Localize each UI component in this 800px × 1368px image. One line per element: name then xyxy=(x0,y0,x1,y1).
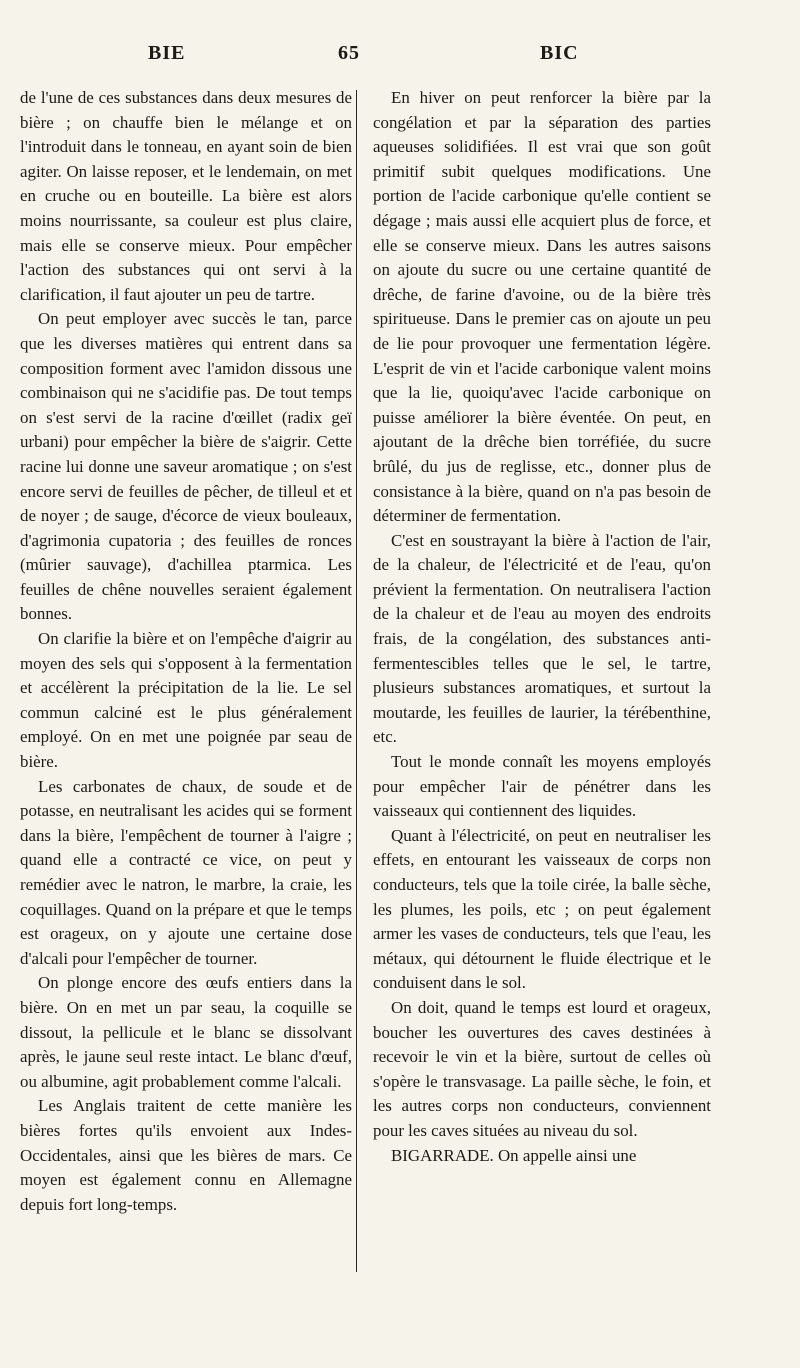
right-paragraph-2: C'est en soustrayant la bière à l'action de l'air, de la chaleur, de l'électricité et de l'eau, qu'on prévient la fermentation. On neutralisera l'action de la chaleur et de l'eau au moyen des endroits frais, de la congélation, des substances anti-fermentescibles telles que le sel, le tartre, plusieurs substances aromatiques, et surtout la moutarde, les feuilles de laurier, la térébenthine, etc. xyxy=(373,530,711,747)
left-paragraph-4: Les carbonates de chaux, de soude et de potasse, en neutralisant les acides qui se forment dans la bière, l'empêchent de tourner à l'aigre ; quand elle a contracté ce vice, on peut y remédier avec le natron, le marbre, la craie, les coquillages. Quand on la prépare et que le temps est orageux, on y ajoute une certaine dose d'alcali pour l'empêcher de tourner. xyxy=(20,776,352,968)
right-paragraph-1: En hiver on peut renforcer la bière par la congélation et par la séparation des parties aqueuses solidifiées. Il est vrai que son goût primitif subit quelques modifications. Une portion de l'acide carbonique qu'elle contient se dégage ; mais aussi elle acquiert plus de force, et elle se conserve mieux. Dans les autres saisons on ajoute du sucre ou une certaine quantité de drêche, de farine d'avoine, ou de la bière très spiritueuse. Dans le premier cas on ajoute un peu de lie pour provoquer une fermentation légère. L'esprit de vin et l'acide carbonique valent moins que la lie, quoiqu'avec l'acide carbonique on puisse améliorer la bière éventée. On peut, en ajoutant de la drêche bien torréfiée, du sucre brûlé, du jus de reglisse, etc., donner plus de consistance à la bière, quand on n'a pas besoin de déterminer de fermentation. xyxy=(373,88,711,526)
right-paragraph-5: On doit, quand le temps est lourd et orageux, boucher les ouvertures des caves destinées à recevoir le vin et la bière, surtout de celles où s'opère le transvasage. La paille sèche, le foin, et les autres corps non conducteurs, conviennent pour les caves situées au niveau du sol. xyxy=(373,997,711,1140)
left-paragraph-2: On peut employer avec succès le tan, parce que les diverses matières qui entrent dans sa composition forment avec l'amidon dissous une combinaison qui ne s'acidifie pas. De tout temps on s'est servi de la racine d'œillet (radix geï urbani) pour empêcher la bière de s'aigrir. Cette racine lui donne une saveur aromatique ; on s'est encore servi de feuilles de pêcher, de tilleul et et de noyer ; de sauge, d'écorce de vieux bouleaux, d'agrimonia cupatoria ; des feuilles de ronces (mûrier sauvage), d'achillea ptarmica. Les feuilles de chêne nouvelles seraient également bonnes. xyxy=(20,309,352,624)
left-paragraph-3: On clarifie la bière et on l'empêche d'aigrir au moyen des sels qui s'opposent à la fermentation et accélèrent la précipitation de la lie. Le sel commun calciné est le plus généralement employé. On en met une poignée par seau de bière. xyxy=(20,629,352,772)
left-paragraph-5: On plonge encore des œufs entiers dans la bière. On en met un par seau, la coquille se dissout, la pellicule et le blanc se dissolvant après, le jaune seul reste intact. Le blanc d'œuf, ou albumine, agit probablement comme l'alcali. xyxy=(20,973,352,1091)
right-paragraph-4: Quant à l'électricité, on peut en neutraliser les effets, en entourant les vaisseaux de corps non conducteurs, tels que la toile cirée, la balle sèche, les plumes, les poils, etc ; on peut également armer les vases de conducteurs, tels que l'eau, les métaux, qui détournent le fluide électrique et le conduisent dans le sol. xyxy=(373,825,711,993)
running-header xyxy=(0,42,800,72)
left-paragraph-1: de l'une de ces substances dans deux mesures de bière ; on chauffe bien le mélange et on l'introduit dans le tonneau, en ayant soin de bien agiter. On laisse reposer, et le lendemain, on met en cruche ou en bouteille. La bière est alors moins nourrissante, sa couleur est plus claire, mais elle se conserve mieux. Pour empêcher l'action des substances qui ont servi à la clarification, il faut ajouter un peu de tartre. xyxy=(20,88,352,304)
left-paragraph-6: Les Anglais traitent de cette manière les bières fortes qu'ils envoient aux Indes-Occidentales, ainsi que les bières de mars. Ce moyen est également connu en Allemagne depuis fort long-temps. xyxy=(20,1096,352,1214)
column-divider xyxy=(356,90,357,1272)
header-right-keyword: BIC xyxy=(540,42,579,64)
header-left-keyword: BIE xyxy=(148,42,186,64)
right-column xyxy=(373,86,711,1168)
left-column xyxy=(20,86,352,1217)
right-paragraph-3: Tout le monde connaît les moyens employés pour empêcher l'air de pénétrer dans les vaisseaux qui contiennent des liquides. xyxy=(373,752,711,821)
right-paragraph-6: BIGARRADE. On appelle ainsi une xyxy=(391,1145,637,1165)
page-number: 65 xyxy=(338,42,360,64)
